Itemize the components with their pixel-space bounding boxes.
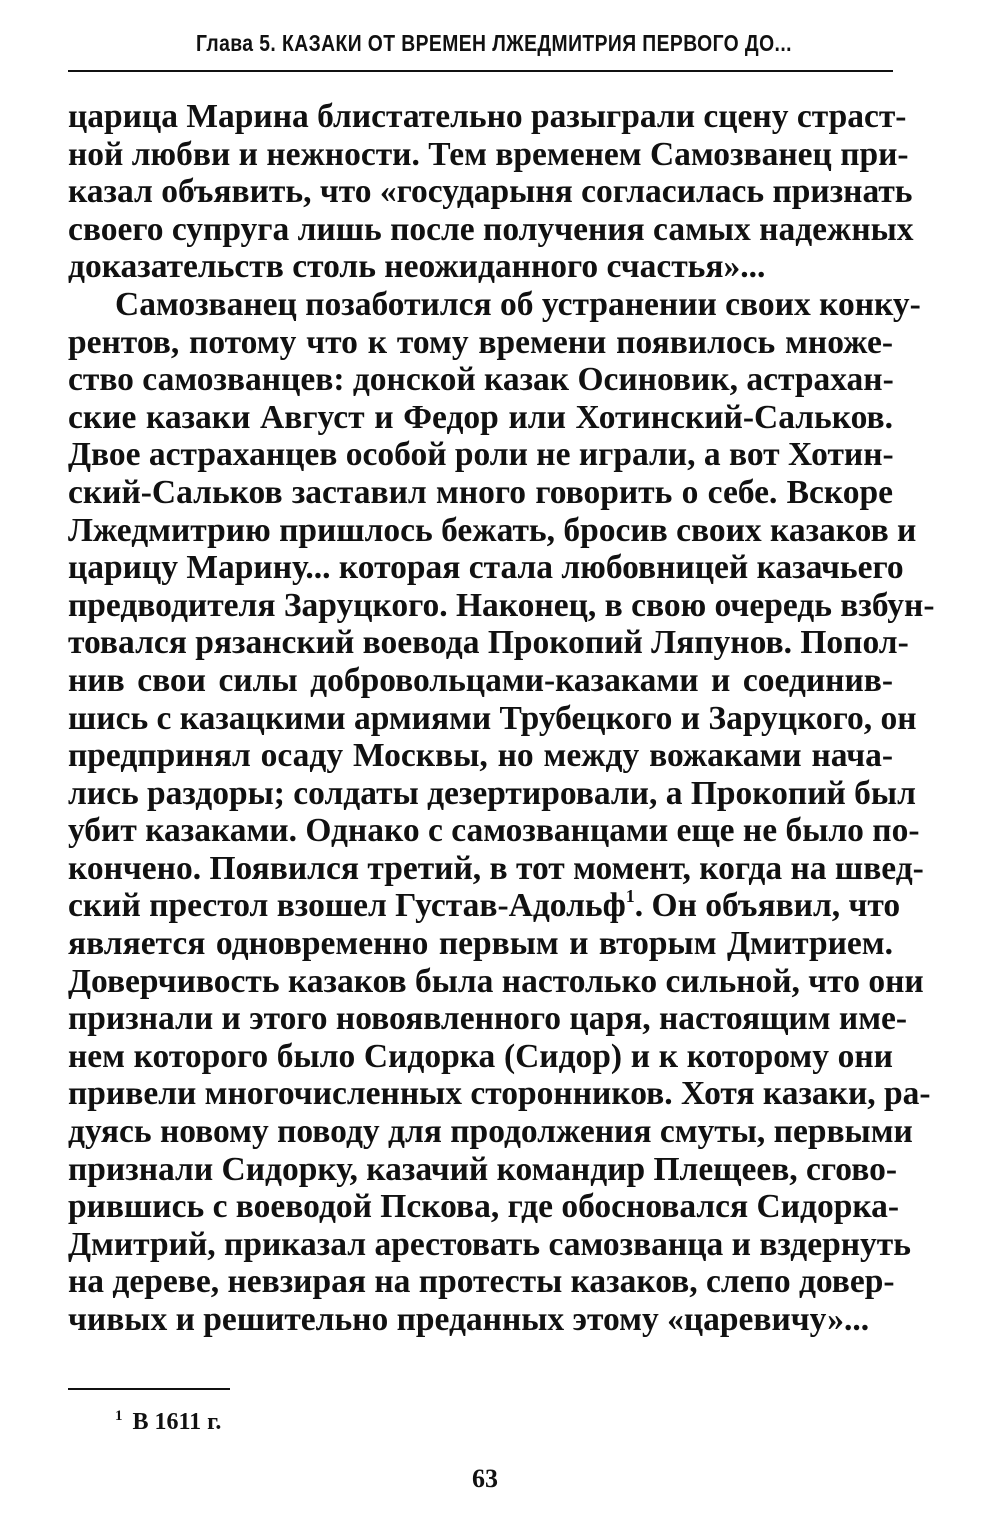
text-line: лись раздоры; солдаты дезертировали, а Прокопий был <box>68 774 916 812</box>
text-line: ский-Сальков заставил много говорить о себе. Вскоре <box>68 473 893 511</box>
text-line: привели многочисленных сторонников. Хотя казаки, ра- <box>68 1075 931 1113</box>
running-head: Глава 5. КАЗАКИ ОТ ВРЕМЕН ЛЖЕДМИТРИЯ ПЕРВОГО ДО... <box>196 30 792 56</box>
text-line: ство самозванцев: донской казак Осиновик, астрахан- <box>68 361 894 399</box>
text-line: рившись с воеводой Пскова, где обосновался Сидорка- <box>68 1188 900 1226</box>
line-head: ский престол взошел Густав-Адольф <box>68 887 626 925</box>
text-line: Лжедмитрию пришлось бежать, бросив своих казаков и <box>68 511 917 549</box>
text-line: Доверчивость казаков была настолько сильной, что они <box>68 962 924 1000</box>
header-rule <box>68 70 893 72</box>
body-text <box>68 98 935 1339</box>
text-line: нем которого было Сидорка (Сидор) и к которому они <box>68 1037 893 1075</box>
text-line-with-footnote <box>68 886 901 925</box>
text-line: Двое астраханцев особой роли не играли, а вот Хотин- <box>68 436 894 474</box>
text-line: товался рязанский воевода Прокопий Ляпунов. Попол- <box>68 624 909 662</box>
text-line: является одновременно первым и вторым Дмитрием. <box>68 925 893 963</box>
page-number: 63 <box>472 1464 498 1493</box>
text-line: царицу Марину... которая стала любовницей казачьего <box>68 549 904 587</box>
footnote-number: 1 <box>115 1408 123 1424</box>
text-line: своего супруга лишь после получения самых надежных <box>68 210 914 248</box>
line-tail: . Он объявил, что <box>634 887 901 925</box>
text-line: предводителя Заруцкого. Наконец, в свою очередь взбун- <box>68 586 935 624</box>
footnote-reference[interactable]: 1 <box>625 886 635 907</box>
text-line: признали Сидорку, казачий командир Плещеев, сгово- <box>68 1150 897 1188</box>
text-line: ские казаки Август и Федор или Хотинский-Сальков. <box>68 398 893 436</box>
text-line: рентов, потому что к тому времени появилось множе- <box>68 323 893 361</box>
text-line: предпринял осаду Москвы, но между вожаками нача- <box>68 737 893 775</box>
footnote <box>115 1408 221 1436</box>
paragraph-first-line: Самозванец позаботился об устранении своих конку- <box>115 285 921 323</box>
text-line: Дмитрий, приказал арестовать самозванца и вздернуть <box>68 1225 911 1263</box>
text-line: нив свои силы добровольцами-казаками и соединив- <box>68 661 893 699</box>
text-line: убит казаками. Однако с самозванцами еще не было по- <box>68 812 920 850</box>
text-line: кончено. Появился третий, в тот момент, когда на швед- <box>68 849 924 887</box>
text-line: дуясь новому поводу для продолжения смуты, первыми <box>68 1113 913 1151</box>
footnote-rule <box>68 1388 230 1390</box>
text-line: шись с казацкими армиями Трубецкого и Заруцкого, он <box>68 699 917 737</box>
text-line: царица Марина блистательно разыграли сцену страст- <box>68 98 907 135</box>
text-line: признали и этого новоявленного царя, настоящим име- <box>68 1000 908 1038</box>
text-line: доказательств столь неожиданного счастья»... <box>68 248 766 286</box>
text-line: казал объявить, что «государыня согласилась признать <box>68 173 913 211</box>
text-line: чивых и решительно преданных этому «царевичу»... <box>68 1301 870 1338</box>
footnote-text: В 1611 г. <box>132 1409 222 1435</box>
text-line: ной любви и нежности. Тем временем Самозванец при- <box>68 135 909 173</box>
text-line: на дереве, невзирая на протесты казаков, слепо довер- <box>68 1263 895 1301</box>
